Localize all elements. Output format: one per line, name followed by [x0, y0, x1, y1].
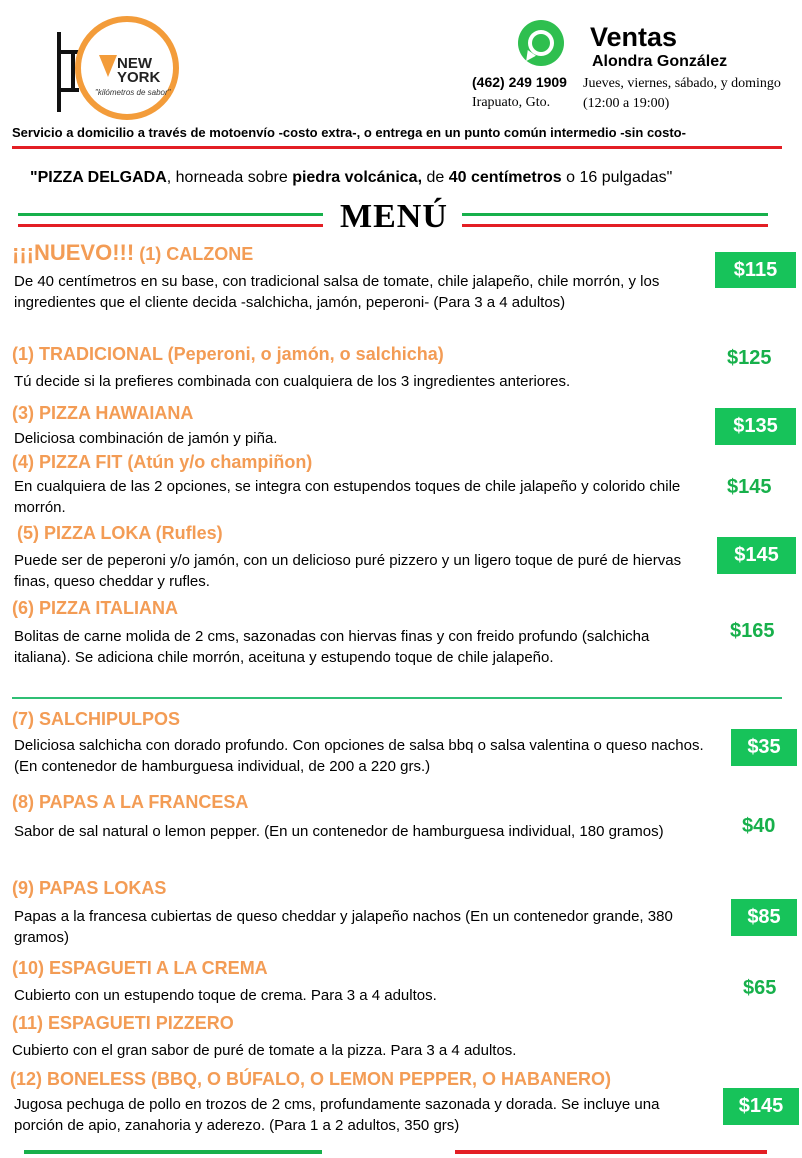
sales-label: Ventas [590, 22, 678, 52]
flag-stripe-red-right [462, 224, 768, 227]
vendor-name: Alondra González [592, 53, 728, 70]
item-title: ¡¡¡NUEVO!!! (1) CALZONE [12, 240, 254, 265]
brand-logo [55, 14, 185, 124]
item-description: De 40 centímetros en su base, con tradicional salsa de tomate, chile jalapeño, chile morrón, y los ingredientes que el cliente decida -salchicha, jamón, peperoni- (Para 3 a 4 adultos) [14, 273, 660, 311]
item-description: Papas a la francesa cubiertas de queso cheddar y jalapeño nachos (En un contenedor grande, 380 gramos) [14, 908, 673, 946]
item-description: Tú decide si la prefieres combinada con cualquiera de los 3 ingredientes anteriores. [14, 373, 571, 390]
item-price: $35 [731, 729, 797, 766]
item-description: Sabor de sal natural o lemon pepper. (En un contenedor de hamburguesa individual, 180 gramos) [14, 823, 664, 840]
item-description: Deliciosa combinación de jamón y piña. [14, 430, 278, 447]
flag-stripe-green-bottom [24, 1150, 322, 1154]
logo-tagline: "kilómetros de sabor" [95, 88, 171, 97]
header-divider [12, 146, 782, 149]
item-title: (9) PAPAS LOKAS [12, 878, 167, 898]
item-price: $145 [723, 1088, 799, 1125]
whatsapp-icon[interactable] [518, 20, 564, 66]
flag-stripe-green-left [18, 213, 323, 216]
item-price: $125 [727, 347, 772, 369]
item-price: $165 [730, 620, 775, 642]
item-description: Deliciosa salchicha con dorado profundo. Con opciones de salsa bbq o salsa valentina o queso nachos. (En contenedor de hamburguesa individual, de 200 a 220 grs.) [14, 737, 704, 775]
item-price: $85 [731, 899, 797, 936]
pizza-slice-icon [99, 55, 117, 77]
item-description: Bolitas de carne molida de 2 cms, sazonadas con hiervas finas y con freido profundo (salchicha italiana). Se adiciona chile morrón, aceituna y estupendo toque de chile jalapeño. [14, 628, 650, 666]
item-price: $40 [742, 815, 776, 837]
city-label: Irapuato, Gto. [472, 95, 551, 110]
flag-stripe-red-left [18, 224, 323, 227]
section-divider [12, 697, 782, 699]
item-title: (3) PIZZA HAWAIANA [12, 403, 194, 423]
item-title: (10) ESPAGUETI A LA CREMA [12, 958, 268, 978]
phone-number[interactable]: (462) 249 1909 [472, 74, 567, 90]
item-title: (4) PIZZA FIT (Atún y/o champiñon) [12, 452, 313, 472]
item-description: Cubierto con un estupendo toque de crema. Para 3 a 4 adultos. [14, 987, 437, 1004]
service-note: Servicio a domicilio a través de motoenvío -costo extra-, o entrega en un punto común intermedio -sin costo- [12, 125, 686, 140]
item-description: Puede ser de peperoni y/o jamón, con un delicioso puré pizzero y un ligero toque de puré de hiervas finas, queso cheddar y rufles. [14, 552, 682, 590]
flag-stripe-green-right [462, 213, 768, 216]
item-title: (11) ESPAGUETI PIZZERO [12, 1013, 234, 1033]
logo-circle [75, 16, 179, 120]
item-price: $65 [743, 977, 777, 999]
flag-stripe-red-bottom [455, 1150, 767, 1154]
item-price: $135 [715, 408, 796, 445]
item-title: (7) SALCHIPULPOS [12, 709, 181, 729]
item-price: $145 [717, 537, 796, 574]
item-price: $145 [727, 476, 772, 498]
item-title: (12) BONELESS (BBQ, O BÚFALO, O LEMON PEPPER, O HABANERO) [10, 1069, 612, 1089]
item-title: (5) PIZZA LOKA (Rufles) [17, 523, 223, 543]
logo-text-new: NEW [117, 55, 152, 72]
item-description: Jugosa pechuga de pollo en trozos de 2 cms, profundamente sazonada y dorada. Se incluye una porción de apio, zanahoria y aderezo. (Para 1 a 2 adultos, 350 grs) [14, 1096, 660, 1134]
menu-title: MENÚ [340, 198, 448, 235]
logo-text-york: YORK [117, 69, 161, 86]
item-description: En cualquiera de las 2 opciones, se integra con estupendos toques de chile jalapeño y colorido chile morrón. [14, 478, 681, 516]
slogan: "PIZZA DELGADA, horneada sobre piedra volcánica, de 40 centímetros o 16 pulgadas" [30, 169, 673, 186]
item-price: $115 [715, 252, 796, 288]
item-title: (1) TRADICIONAL (Peperoni, o jamón, o salchicha) [12, 344, 444, 364]
item-description: Cubierto con el gran sabor de puré de tomate a la pizza. Para 3 a 4 adultos. [12, 1042, 517, 1059]
opening-hours: Jueves, viernes, sábado, y domingo (12:00 a 19:00) [583, 76, 781, 111]
item-title: (6) PIZZA ITALIANA [12, 598, 178, 618]
item-title: (8) PAPAS A LA FRANCESA [12, 792, 249, 812]
